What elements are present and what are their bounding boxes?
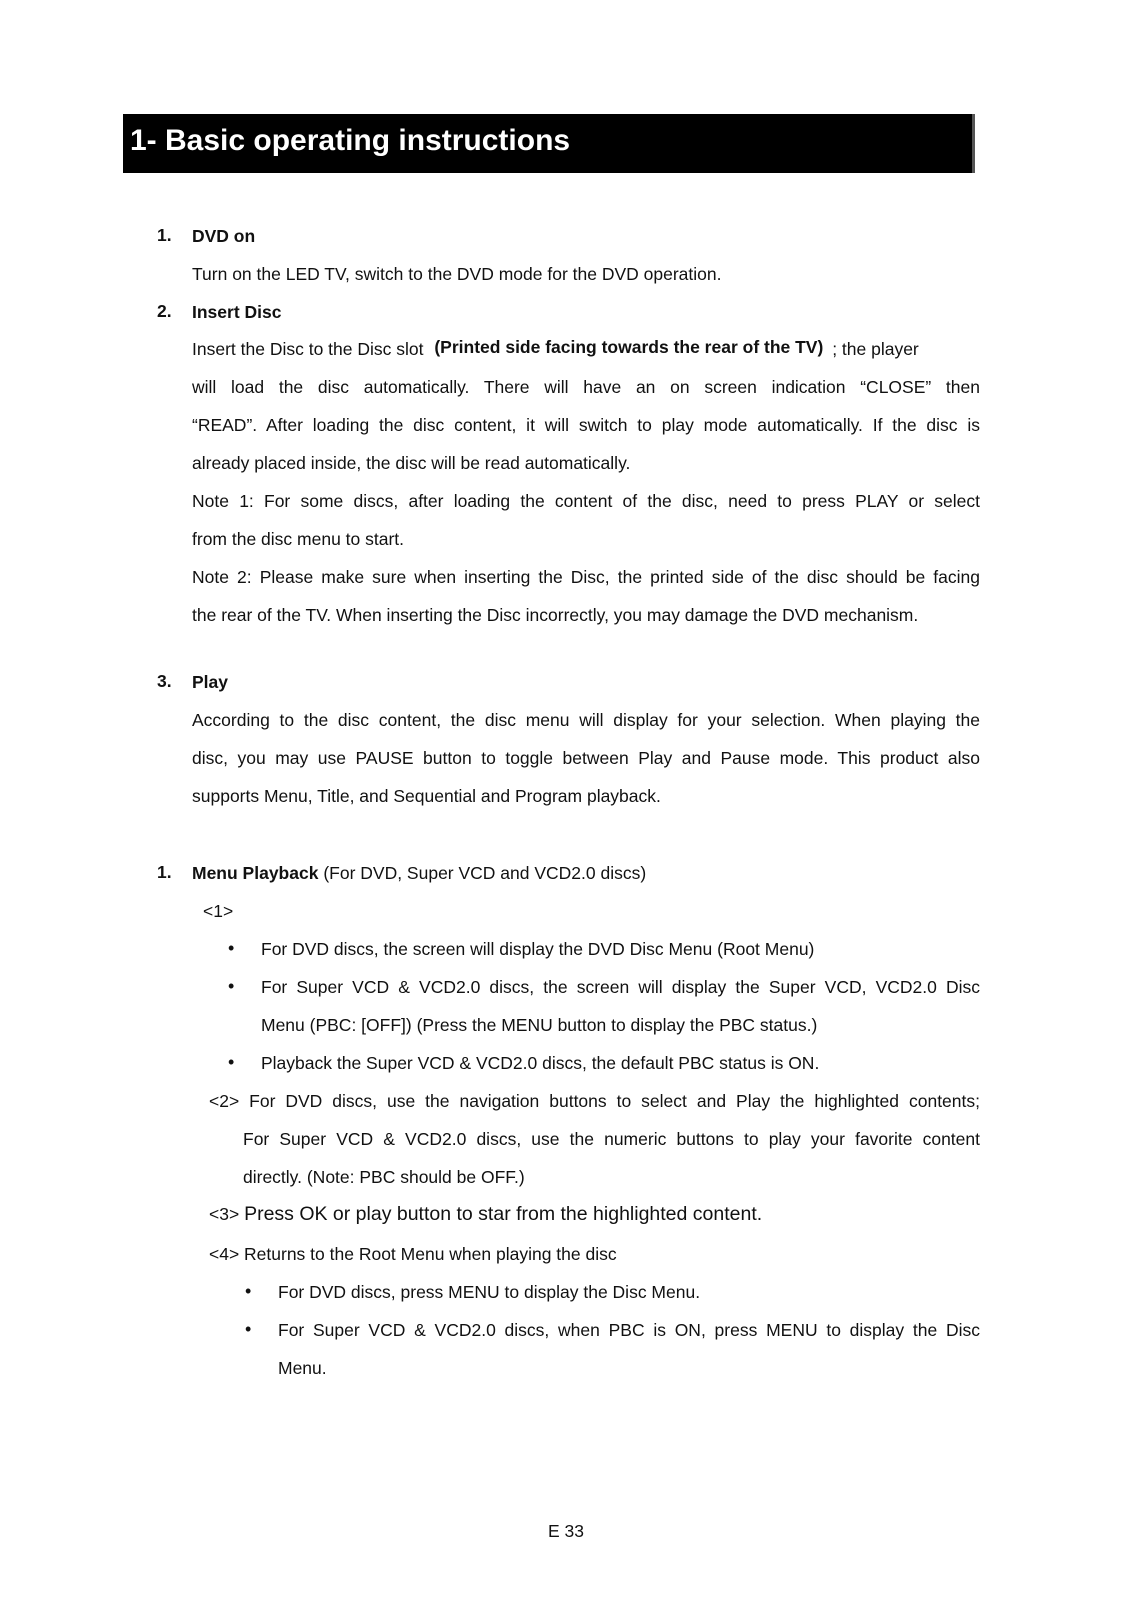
emphasis-text: (Printed side facing towards the rear of the TV)	[434, 337, 824, 357]
section-number: 1.	[157, 225, 172, 245]
note-line: Note 2: Please make sure when inserting the Disc, the printed side of the disc should be facing	[192, 567, 980, 587]
note-line: from the disc menu to start.	[192, 529, 405, 549]
bullet-icon: •	[245, 1319, 252, 1339]
section-heading: Play	[192, 672, 228, 692]
paragraph-line: Turn on the LED TV, switch to the DVD mode for the DVD operation.	[192, 264, 722, 284]
page-number: E 33	[548, 1521, 584, 1541]
bullet-text: Playback the Super VCD & VCD2.0 discs, the default PBC status is ON.	[261, 1053, 820, 1073]
section-heading	[192, 862, 646, 884]
paragraph-line	[192, 338, 919, 360]
bullet-text: For Super VCD & VCD2.0 discs, when PBC is ON, press MENU to display the Disc	[278, 1320, 980, 1340]
sub-item-text: <4> Returns to the Root Menu when playing the disc	[209, 1244, 617, 1264]
bullet-text: For Super VCD & VCD2.0 discs, the screen will display the Super VCD, VCD2.0 Disc	[261, 977, 980, 997]
bullet-text: Menu.	[278, 1358, 327, 1378]
sub-item-text: For Super VCD & VCD2.0 discs, use the numeric buttons to play your favorite content	[243, 1129, 980, 1149]
sub-item-large-text: Press OK or play button to star from the highlighted content.	[244, 1203, 763, 1225]
paragraph-line: disc, you may use PAUSE button to toggle between Play and Pause mode. This product also	[192, 748, 980, 768]
bullet-icon: •	[228, 1052, 235, 1072]
section-number: 3.	[157, 671, 172, 691]
paragraph-line: already placed inside, the disc will be read automatically.	[192, 453, 631, 473]
sub-item-text: directly. (Note: PBC should be OFF.)	[243, 1167, 525, 1187]
section-number: 2.	[157, 301, 172, 321]
paragraph-text: ; the player	[832, 339, 919, 359]
section-heading: DVD on	[192, 226, 256, 246]
bullet-icon: •	[245, 1281, 252, 1301]
note-line: Note 1: For some discs, after loading the content of the disc, need to press PLAY or select	[192, 491, 980, 511]
paragraph-line: supports Menu, Title, and Sequential and Program playback.	[192, 786, 661, 806]
section-heading: Insert Disc	[192, 302, 282, 322]
section-number: 1.	[157, 862, 172, 882]
sub-item-tag: <1>	[203, 901, 234, 921]
sub-item-text: <2> For DVD discs, use the navigation buttons to select and Play the highlighted contents;	[209, 1091, 980, 1111]
bullet-text: Menu (PBC: [OFF]) (Press the MENU button to display the PBC status.)	[261, 1015, 818, 1035]
section-heading-bold: Menu Playback	[192, 863, 319, 883]
paragraph-line: “READ”. After loading the disc content, it will switch to play mode automatically. If the disc is	[192, 415, 980, 435]
note-line: the rear of the TV. When inserting the Disc incorrectly, you may damage the DVD mechanism.	[192, 605, 919, 625]
paragraph-line: According to the disc content, the disc menu will display for your selection. When playing the	[192, 710, 980, 730]
bullet-text: For DVD discs, the screen will display the DVD Disc Menu (Root Menu)	[261, 939, 815, 959]
section-heading-rest: (For DVD, Super VCD and VCD2.0 discs)	[318, 863, 647, 883]
page-title: 1- Basic operating instructions	[130, 124, 571, 157]
paragraph-text: Insert the Disc to the Disc slot	[192, 339, 424, 359]
bullet-icon: •	[228, 976, 235, 996]
sub-item-tag: <3>	[209, 1204, 240, 1224]
paragraph-line: will load the disc automatically. There will have an on screen indication “CLOSE” then	[192, 377, 980, 397]
section-title-banner	[123, 114, 975, 173]
sub-item-text	[209, 1203, 762, 1225]
bullet-text: For DVD discs, press MENU to display the Disc Menu.	[278, 1282, 701, 1302]
bullet-icon: •	[228, 938, 235, 958]
